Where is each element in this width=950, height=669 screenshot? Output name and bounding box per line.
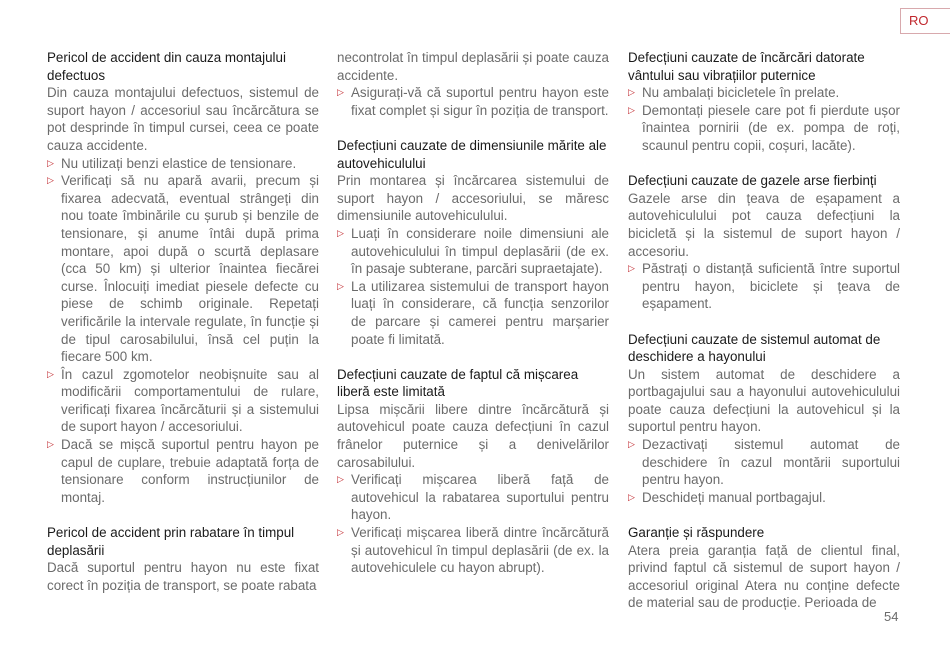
column-1 bbox=[47, 49, 319, 612]
section bbox=[628, 331, 900, 507]
section bbox=[628, 172, 900, 313]
section bbox=[628, 49, 900, 155]
bullet-item: ▷ Păstrați o distanță suficientă între suportul pentru hayon, biciclete și țeava de eșapament. bbox=[628, 260, 900, 313]
section-heading: Garanție și răspundere bbox=[628, 525, 765, 541]
bullet-item: ▷ Nu ambalați bicicletele în prelate. bbox=[628, 84, 900, 102]
section bbox=[337, 366, 609, 577]
bullet-list bbox=[628, 260, 900, 313]
column-2 bbox=[337, 49, 609, 594]
section bbox=[337, 49, 609, 119]
paragraph: Atera preia garanția față de clientul final, privind faptul că sistemul de suport hayon / accesoriul original Atera nu conține defecte de material sau de producție. Perioada de bbox=[628, 542, 900, 611]
bullet-list bbox=[337, 471, 609, 577]
column-3 bbox=[628, 49, 900, 630]
bullet-list bbox=[628, 436, 900, 506]
paragraph: necontrolat în timpul deplasării și poate cauza accidente. bbox=[337, 50, 609, 83]
bullet-list bbox=[337, 225, 609, 348]
section-heading: Defecțiuni cauzate de sistemul automat de deschidere a hayonului bbox=[628, 331, 881, 365]
paragraph: Dacă suportul pentru hayon nu este fixat corect în poziția de transport, se poate rabata bbox=[47, 560, 319, 593]
bullet-item: ▷ Verificați mișcarea liberă dintre încărcătură și autovehicul în timpul deplasării (de ex. la autovehiculele cu hayon abrupt). bbox=[337, 524, 609, 577]
bullet-item: ▷ Verificați mișcarea liberă față de autovehicul la rabatarea suportului pentru hayon. bbox=[337, 471, 609, 524]
bullet-list bbox=[628, 84, 900, 154]
bullet-list bbox=[47, 155, 319, 507]
section bbox=[628, 524, 900, 612]
section bbox=[47, 524, 319, 594]
bullet-item: ▷ Dezactivați sistemul automat de deschidere în cazul montării suportului pentru hayon. bbox=[628, 436, 900, 489]
paragraph: Prin montarea și încărcarea sistemului de suport hayon / accesoriului, se măresc dimensiunile autovehiculului. bbox=[337, 173, 609, 224]
language-tab: RO bbox=[900, 8, 950, 34]
paragraph: Din cauza montajului defectuos, sistemul de suport hayon / accesoriul sau încărcătura se pot desprinde în timpul cursei, ceea ce poate cauza accidente. bbox=[47, 85, 319, 153]
bullet-item: ▷ Verificați să nu apară avarii, precum și fixarea adecvată, eventual strângeți din nou toate îmbinările cu șurub și benzile de tensionare, și anume întâi după prima montare, apoi după o scurtă deplasare (cca 50 km) și ulterior înaintea fiecărei curse. Înlocuiți imediat piesele defecte cu piese de schimb originale. Repetați verificările la intervale regulate, în funcție și de tipul carosabilului, însă cel puțin la fiecare 500 km. bbox=[47, 172, 319, 366]
bullet-item: ▷ În cazul zgomotelor neobișnuite sau al modificării comportamentului de rulare, verificați fixarea încărcăturii și a sistemului de suport hayon / accesoriului. bbox=[47, 366, 319, 436]
bullet-list bbox=[337, 84, 609, 119]
section-heading: Pericol de accident din cauza montajului defectuos bbox=[47, 50, 286, 83]
bullet-item: ▷ Demontați piesele care pot fi pierdute ușor înaintea pornirii (de ex. pompa de roți, scaunul pentru copii, coșuri, lacăte). bbox=[628, 102, 900, 155]
bullet-item: ▷ Deschideți manual portbagajul. bbox=[628, 489, 900, 507]
paragraph: Lipsa mișcării libere dintre încărcătură și autovehicul poate cauza defecțiuni în cazul frânelor puternice și a denivelărilor carosabilului. bbox=[337, 401, 609, 470]
bullet-item: ▷ Nu utilizați benzi elastice de tensionare. bbox=[47, 155, 319, 173]
section bbox=[47, 49, 319, 506]
section-heading: Defecțiuni cauzate de gazele arse fierbinți bbox=[628, 173, 877, 189]
section-heading: Defecțiuni cauzate de încărcări datorate vântului sau vibrațiilor puternice bbox=[628, 50, 865, 83]
section-heading: Pericol de accident prin rabatare în timpul deplasării bbox=[47, 525, 295, 558]
paragraph: Un sistem automat de deschidere a portbagajului sau a hayonului autovehiculului poate cauza defecțiuni la autovehicul și la suportul pentru hayon. bbox=[628, 366, 900, 435]
bullet-item: ▷ La utilizarea sistemului de transport hayon luați în considerare, că funcția senzorilor de parcare și camerei pentru marșarier poate fi limitată. bbox=[337, 278, 609, 348]
bullet-item: ▷ Asigurați-vă că suportul pentru hayon este fixat complet și sigur în poziția de transport. bbox=[337, 84, 609, 119]
paragraph: Gazele arse din țeava de eșapament a autovehiculului pot cauza defecțiuni la bicicletă și la sistemul de suport hayon / accesoriu. bbox=[628, 190, 900, 259]
bullet-item: ▷ Dacă se mișcă suportul pentru hayon pe capul de cuplare, trebuie adaptată forța de tensionare conform instrucțiunilor de montaj. bbox=[47, 436, 319, 506]
section bbox=[337, 137, 609, 348]
section-heading: Defecțiuni cauzate de faptul că mișcarea liberă este limitată bbox=[337, 366, 579, 400]
section-heading: Defecțiuni cauzate de dimensiunile mărite ale autovehiculului bbox=[337, 137, 607, 171]
bullet-item: ▷ Luați în considerare noile dimensiuni ale autovehiculului în timpul deplasării (de ex. în pasaje subterane, parcări supraetajate). bbox=[337, 225, 609, 278]
page-number: 54 bbox=[884, 609, 899, 624]
